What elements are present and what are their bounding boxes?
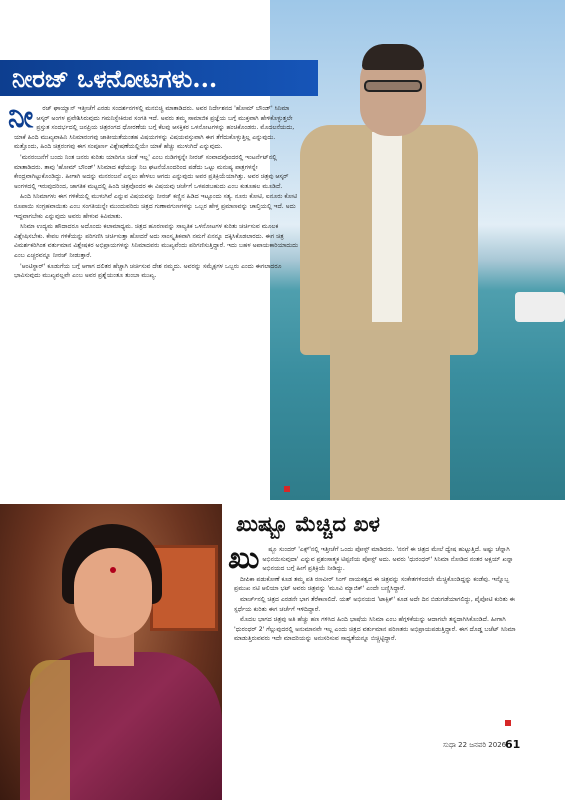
paragraph: ರಜ್ ಘಾಯ್ವಾನ್ ಇತ್ತೀಚೆಗೆ ಎರಡು ಸಂದರ್ಶನಗಳಲ್ಲಿ ಮನಬಿಚ್ಚಿ ಮಾತಾಡಿದರು. ಅವರ ನಿರ್ದೇಶನದ 'ಹೋಮ್ ಬೌಂಡ್' ಸಿನಿಮಾ ಆಸ್ಕರ್ ಅಂಗಳ ಪ್ರವೇಶಿಸಿರುವುದು ಗಮನಿಸ್ಬೇಕಿರುವ ಸಂಗತಿ ಇದೆ. ಅವರು ತಮ್ಮ ಸಾಮಾಜಿಕ ಪ್ರಜ್ಞೆಯ ಬಗ್ಗೆ ಮುಕ್ತವಾಗಿ ಹೇಳಿಕೊಳ್ಳುತ್ತಲೇ ಪ್ರಸ್ತುತ ಸಂದರ್ಭದಲ್ಲಿ ಜನಪ್ರಿಯ ಚಿತ್ರರಂಗದ ಧೋರಣೆಯ ಬಗ್ಗೆ ಕೆಲವು ಆಸಕ್ತಿಕರ ಒಳನೋಟಗಳನ್ನು ಹಂಚಿಕೊಂಡರು. ಮೊದಲನೆಯದು, ಯಾಕೆ ಹಿಂದಿ ಮುಖ್ಯವಾಹಿನಿ ಸಿನಿಮಾರಂಗವು ಜಾತೀಯತೆಯಂತಹ ವಿಷಯಗಳನ್ನು ವಿಷಯವಸ್ತುವಾಗಿ ಈಗ ತೆಗೆದುಕೊಳ್ಳುತ್ತಿಲ್ಲ ಎನ್ನುವುದು. ಮತ್ತೊಂದು, ಹಿಂದಿ ಚಿತ್ರರಂಗವು ಈಗ ಸಂಪೂರ್ಣ ವಿಶ್ಲೇಷಣೆಯಲ್ಲಿಯೇ ಯಾಕೆ ಹೆಚ್ಚು ಮುಳುಗಿದೆ ಎನ್ನುವುದು. (14, 105, 295, 151)
article-body (8, 100, 300, 282)
end-mark-icon (284, 486, 290, 492)
article-title: ನೀರಜ್ ಒಳನೋಟಗಳು... (12, 64, 218, 93)
paragraph: ದೀಪಿಕಾ ಪಡುಕೋಣೆ ಕೂಡ ತಮ್ಮ ಪತಿ ರಣವೀರ್ ಸಿಂಗ್ ನಾಯಕತ್ವದ ಈ ಚಿತ್ರವನ್ನು ಸಂಕೇತಗಳಿಂದಲೇ ಮೆಚ್ಚಿಕೊಂಡಿದ್ದನ್ನು ಕಂಡೆವು. ಇನ್ನೊಬ್ಬ ಪ್ರಮುಖ ನಟಿ ಆಲಿಯಾ ಭಟ್ ಅವರು ಚಿತ್ರವನ್ನು 'ಮೂವಿ ಮ್ಯಾಜಿಕ್' ಎಂದೇ ಬಣ್ಣಿಸಿದ್ದಾರೆ. (234, 575, 510, 593)
end-mark-icon (505, 720, 511, 726)
paragraph: ಮೊದಲ ಭಾಗದ ಚಿತ್ರವು ಅತಿ ಹೆಚ್ಚು ಹಣ ಗಳಿಸಿದ ಹಿಂದಿ ಭಾಷೆಯ ಸಿನಿಮಾ ಎಂಬ ಹೆಗ್ಗಳಿಕೆಯನ್ನು ಆದಾಗಲೇ ತನ್ನದಾಗಿಸಿಕೊಂಡಿದೆ. ಹೀಗಾಗಿ 'ಧುರಂಧರ್ 2' ಗೆಲ್ಲುವುದರಲ್ಲಿ ಅನುಮಾನವೇ ಇಲ್ಲ ಎಂದು ಚಿತ್ರದ ವರ್ತುಮಾನ ಪರಿಣತರು ಅಭಿಪ್ರಾಯಪಡುತ್ತಿದ್ದಾರೆ. ಈಗ ದೊಡ್ಡ ಬಜೆಟ್ ಸಿನಿಮಾ ಮಾಡುತ್ತಿರುವವರು ಇದೇ ಮಾದರಿಯನ್ನು ಅನುಸರಿಸುವ ಸಾಧ್ಯತೆಯನ್ನೂ ಬಿಚ್ಚಿಟ್ಟಿದ್ದಾರೆ. (234, 616, 516, 643)
photo-boat (515, 292, 565, 322)
paragraph: ಸಿನಿಮಾ ಉದ್ಯಮ ಹೌದಾದರೂ ಅದೊಂದು ಕಲಾಮಾಧ್ಯಮ. ಚಿತ್ರದ ಹೂರಣವನ್ನು ಸಾಲ್ಯತಿಕ ಒಳನೋಟಗಳ ಕುರಿತು ಚರ್ಚಿಸುವ ಮೂಲಕ ವಿಶ್ಲೇಷಿಸಬೇಕು. ಕೇವಲ ಗಳಿಕೆಯನ್ನು ಪರಿಗಣಿಸಿ ಚರ್ಚಿಸುತ್ತಾ ಹೋದರೆ ಅದು ಸಾಂಸ್ಕೃತಿಕವಾಗಿ ನಮಗೆ ಏನನ್ನೂ ದಕ್ಕಿಸಿಕೊಡಲಾರದು. ಈಗ ಚಿತ್ರ ವಿಮರ್ಶಕರಿಗಿಂತ ವರ್ತುಮಾನ ವಿಶ್ಲೇಷಕರ ಅಭಿಪ್ರಾಯಗಳನ್ನು ಸಿನಿಮಾದವರು ಮುಖ್ಯವೆಂದು ಪರಿಗಣಿಸುತ್ತಿದ್ದಾರೆ. ಇದು ಬಹಳ ಅಪಾಯಕಾರಿಯಾದುದು ಎಂಬ ಎಚ್ಚರವನ್ನೂ ನೀರಜ್ ನೀಡುತ್ತಾರೆ. (14, 223, 299, 259)
paragraph: ಹಿಂದಿ ಸಿನಿಮಾಗಳು ಈಗ ಗಳಿಕೆಯಲ್ಲಿ ಮುಳುಗಿವೆ ಎನ್ನುವ ವಿಷಯವನ್ನು ನೀರಜ್ ಕಣ್ಣಿನ ಹಿಡಿದ ಇಟ್ಟೂಂದು ಸತ್ಯ. ನೂರು ಕೋಟಿ, ಐನೂರು ಕೋಟಿ ರೂಪಾಯಿ ಸಂಗ್ರಹವಾಯಿತು ಎಂಬ ಸಂಗತಿಯನ್ನೇ ಮುಂದುವರಿದು ಚಿತ್ರದ ಗುಣಾವಗುಣಗಳನ್ನು ಒಬ್ಬರ ಹೇಳ್ತ ಪ್ರಮಾಣವನ್ನು ಚಾಲ್ತಿಯಲ್ಲಿ ಇದೆ. ಅದು ಇದ್ದವಾಗಬೇಕು ಎನ್ನುವುದು ಅವರು ಹೇಳುವ ಕಿವಿಮಾತು. (14, 193, 298, 220)
page-number: 61 (505, 738, 521, 751)
photo-saree-border (30, 660, 70, 800)
issue-date: ಸುಧಾ 22 ಜನವರಿ 2026 (443, 741, 507, 749)
photo-glasses (364, 80, 422, 92)
photo-bindi (110, 567, 116, 573)
paragraph: 'ಆಂಟಿಸ್ಥಾರ್' ಕೂಡುಗೆಯ ಬಗ್ಗೆ ಆಗಾಗ ದಲಿತರ ಹೆಚ್ಚಾಗಿ ಚರ್ಚಿಸುವ ದೇಶ ನಮ್ಮದು. ಅವರನ್ನು ಸಮೈಕ್ಸಗಳ ಒಬ್ಬರು ಎಂದು ಈಗಲಾದರೂ ಭಾವಿಸುವುದು ಮುಖ್ಯವಲ್ಲವೇ ಎಂಬ ಅವರ ಪ್ರಶ್ನೆಯಂತೂ ತುಂಬಾ ಮುಖ್ಯ. (14, 262, 282, 280)
paragraph: ಮಾರ್ಚ್‌ನಲ್ಲಿ ಚಿತ್ರದ ಎರಡನೇ ಭಾಗ ತೆರೆಕಾಣಲಿದೆ. ಯಶ್ ಅಭಿನಯದ 'ಟಾಕ್ಸಿಕ್' ಕೂಡ ಅದೇ ದಿನ ಬಿಡುಗಡೆಯಾಗಲಿದ್ದು, ಪೈಪೋಟಿ ಕುರಿತು ಈ ಸ್ಪರ್ಧೆಯ ಕುರಿತು ಈಗ ಚರ್ಚೆಗೆ ಇಳಿದಿದ್ದಾರೆ. (234, 595, 516, 613)
photo-shirt (372, 132, 402, 322)
article-title-2: ಖುಷ್ಬೂ ಮೆಚ್ಚಿದ ಖಳ (236, 511, 380, 536)
photo-hair (362, 44, 424, 70)
drop-cap: ಖು (228, 541, 260, 576)
drop-cap: ನೀ (8, 100, 34, 135)
paragraph: ಷ್ಬೂ ಸುಂದರ್ 'ಎಕ್ಸ್'ನಲ್ಲಿ ಇತ್ತೀಚೆಗೆ ಒಂದು ಪೋಸ್ಟ್ ಮಾಡಿದರು. 'ನನಗೆ ಈ ಚಿತ್ರದ ಮೇಲೆ ದ್ವೇಷ ಹುಟ್ಟುತ್ತಿದೆ. ಅಷ್ಟು ಚೆನ್ನಾಗಿ ಅಭಿನಯಿಸುವುದಾ' ಎನ್ನುವ ಪ್ರಶಂಸಾತ್ಮಕ ಟಿಪ್ಪಣಿಯ ಪೋಸ್ಟ್ ಅದು. ಅವರು 'ಧುರಂಧರ್' ಸಿನಿಮಾ ನೋಡಿದ ನಂತರ ಅಕ್ಷಯ್ ಖನ್ನಾ ಅಭಿನಯದ ಬಗ್ಗೆ ಹೀಗೆ ಪ್ರತಿಕ್ರಿಯೆ ನೀಡಿದ್ದು. (262, 546, 514, 573)
article-body-2 (228, 541, 517, 645)
photo-trousers (330, 330, 450, 500)
photo-face (74, 548, 152, 638)
paragraph: 'ಮನರಂಜನೆಗೆ ಬಂದು ನಿಂತ ಜನರು ಕುರಿತು ಯಾರಿಗೂ ಚಿಂತೆ ಇಲ್ಲ' ಎಂಬ ನುಡಿಗಳ್ಳನ್ನೇ ನೀರಜ್ ಸಂವಾದವೊಂದರಲ್ಲಿ ಇಂಟರ್ನೆಟ್‌ನಲ್ಲಿ ಮಾತಾಡಿದರು. ತಾವು 'ಹೋಮ್ ಬೌಂಡ್' ಸಿನಿಮಾದ ಕಥೆಯನ್ನು ನಿಜ ಘಟನೆಯೊಂದರಿಂದ ಪಡೆದು ಒಟ್ಟು ಮನುಷ್ಯ ಪಾತ್ರಗಳನ್ನೇ ಕೇಂದ್ರವಾಗಿಟ್ಟುಕೊಂಡಿದ್ದು. ಹೀಗಾಗಿ ಅದನ್ನು ಮನರಂಜನೆ ಎನ್ನಲು ಹೇಳಲು ಆಗದು ಎನ್ನುವುದು ಅವರ ಪ್ರತಿಕ್ರಿಯೆಯಾಗಿತ್ತು. ಅವರ ಚಿತ್ರವು ಆಸ್ಕರ್ ಅಂಗಳದಲ್ಲಿ ಇರುವುದರಿಂದ, ಜಾಗತಿಕ ಮಟ್ಟದಲ್ಲಿ ಹಿಂದಿ ಚಿತ್ರವೊಂದರ ಈ ವಿಷಯವು ಚರ್ಚೆಗೆ ಒಳಪಡಬಹುದು ಎಂಬ ಕುತೂಹಲ ಮೂಡಿದೆ. (14, 153, 289, 190)
